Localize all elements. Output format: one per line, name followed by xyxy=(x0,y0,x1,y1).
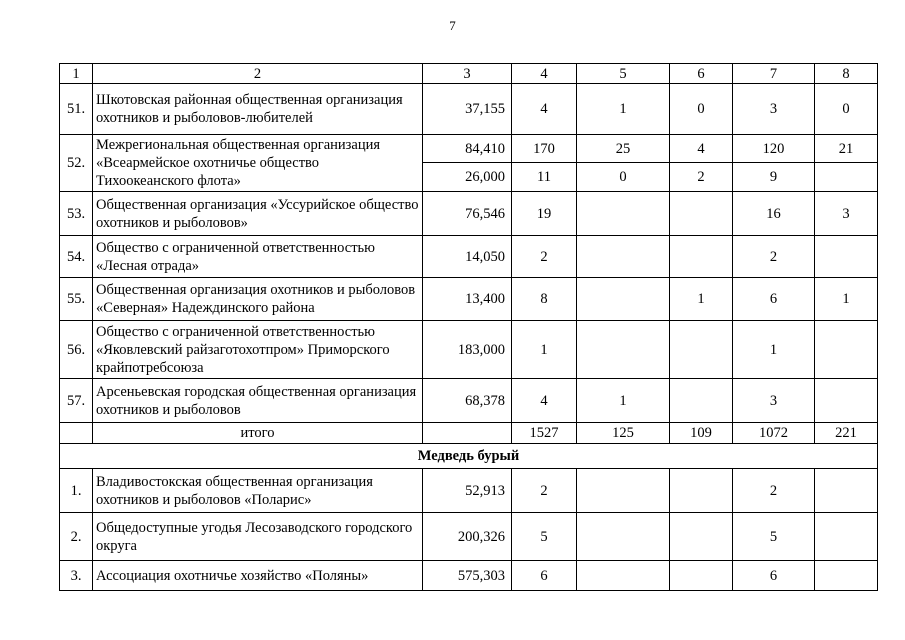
value-cell: 1 xyxy=(733,321,815,379)
value-cell xyxy=(815,236,878,278)
value-cell: 19 xyxy=(512,192,577,236)
row-number: 56. xyxy=(60,321,93,379)
organization-name: Шкотовская районная общественная организация охотников и рыболовов-любителей xyxy=(93,84,423,135)
value-cell: 1 xyxy=(670,278,733,321)
table-row xyxy=(60,236,878,278)
value-cell xyxy=(577,236,670,278)
value-cell xyxy=(815,163,878,192)
header-cell: 1 xyxy=(60,64,93,84)
row-number: 2. xyxy=(60,513,93,561)
row-number: 51. xyxy=(60,84,93,135)
area-cell: 84,410 xyxy=(423,135,512,163)
total-value: 125 xyxy=(577,423,670,444)
value-cell xyxy=(577,469,670,513)
area-cell: 26,000 xyxy=(423,163,512,192)
value-cell xyxy=(670,561,733,591)
value-cell: 9 xyxy=(733,163,815,192)
row-number: 53. xyxy=(60,192,93,236)
value-cell xyxy=(670,321,733,379)
header-cell: 4 xyxy=(512,64,577,84)
area-cell: 13,400 xyxy=(423,278,512,321)
header-cell: 8 xyxy=(815,64,878,84)
header-cell: 5 xyxy=(577,64,670,84)
area-cell: 575,303 xyxy=(423,561,512,591)
page-number: 7 xyxy=(449,18,456,33)
value-cell xyxy=(670,469,733,513)
row-number: 1. xyxy=(60,469,93,513)
value-cell: 4 xyxy=(512,379,577,423)
table-row xyxy=(60,192,878,236)
value-cell xyxy=(815,321,878,379)
value-cell: 120 xyxy=(733,135,815,163)
value-cell xyxy=(670,236,733,278)
value-cell: 6 xyxy=(733,561,815,591)
row-number: 52. xyxy=(60,135,93,192)
header-row xyxy=(60,64,878,84)
value-cell: 21 xyxy=(815,135,878,163)
hunting-quota-table xyxy=(59,63,878,591)
header-cell: 6 xyxy=(670,64,733,84)
value-cell: 2 xyxy=(512,236,577,278)
header-cell: 3 xyxy=(423,64,512,84)
organization-name: Общественная организация охотников и рыболовов «Северная» Надеждинского района xyxy=(93,278,423,321)
value-cell xyxy=(577,192,670,236)
section-title: Медведь бурый xyxy=(60,444,878,469)
value-cell xyxy=(577,278,670,321)
total-value: 1072 xyxy=(733,423,815,444)
value-cell xyxy=(815,561,878,591)
value-cell: 6 xyxy=(512,561,577,591)
value-cell xyxy=(577,513,670,561)
value-cell xyxy=(815,513,878,561)
table-row xyxy=(60,513,878,561)
header-cell: 2 xyxy=(93,64,423,84)
value-cell xyxy=(577,321,670,379)
value-cell: 1 xyxy=(512,321,577,379)
total-row xyxy=(60,423,878,444)
area-cell: 200,326 xyxy=(423,513,512,561)
total-value: 221 xyxy=(815,423,878,444)
total-value: 1527 xyxy=(512,423,577,444)
value-cell xyxy=(815,379,878,423)
table-row xyxy=(60,561,878,591)
value-cell: 6 xyxy=(733,278,815,321)
table-row xyxy=(60,379,878,423)
area-cell: 52,913 xyxy=(423,469,512,513)
organization-name: Общественная организация «Уссурийское общество охотников и рыболовов» xyxy=(93,192,423,236)
value-cell: 2 xyxy=(670,163,733,192)
value-cell xyxy=(577,561,670,591)
table-row xyxy=(60,321,878,379)
value-cell: 0 xyxy=(815,84,878,135)
value-cell: 3 xyxy=(815,192,878,236)
organization-name: Межрегиональная общественная организация «Всеармейское охотничье общество Тихоокеанского флота» xyxy=(93,135,423,192)
value-cell xyxy=(670,379,733,423)
area-cell: 14,050 xyxy=(423,236,512,278)
row-number: 57. xyxy=(60,379,93,423)
table-row xyxy=(60,135,878,163)
value-cell: 4 xyxy=(670,135,733,163)
total-value: 109 xyxy=(670,423,733,444)
value-cell: 2 xyxy=(733,236,815,278)
row-number: 54. xyxy=(60,236,93,278)
organization-name: Общество с ограниченной ответственностью «Яковлевский райзаготохотпром» Приморского крайпотребсоюза xyxy=(93,321,423,379)
area-cell: 76,546 xyxy=(423,192,512,236)
area-cell: 68,378 xyxy=(423,379,512,423)
value-cell: 16 xyxy=(733,192,815,236)
value-cell: 3 xyxy=(733,379,815,423)
value-cell: 0 xyxy=(670,84,733,135)
organization-name: Арсеньевская городская общественная организация охотников и рыболовов xyxy=(93,379,423,423)
table-row xyxy=(60,84,878,135)
value-cell: 25 xyxy=(577,135,670,163)
value-cell xyxy=(815,469,878,513)
value-cell: 1 xyxy=(577,379,670,423)
empty-cell xyxy=(60,423,93,444)
value-cell: 170 xyxy=(512,135,577,163)
value-cell: 5 xyxy=(512,513,577,561)
organization-name: Владивостокская общественная организация охотников и рыболовов «Поларис» xyxy=(93,469,423,513)
value-cell: 8 xyxy=(512,278,577,321)
value-cell: 2 xyxy=(733,469,815,513)
area-cell: 37,155 xyxy=(423,84,512,135)
value-cell: 4 xyxy=(512,84,577,135)
row-number: 55. xyxy=(60,278,93,321)
value-cell: 1 xyxy=(577,84,670,135)
empty-cell xyxy=(423,423,512,444)
value-cell xyxy=(670,513,733,561)
value-cell xyxy=(670,192,733,236)
organization-name: Общедоступные угодья Лесозаводского городского округа xyxy=(93,513,423,561)
row-number: 3. xyxy=(60,561,93,591)
section-header-row xyxy=(60,444,878,469)
value-cell: 5 xyxy=(733,513,815,561)
value-cell: 3 xyxy=(733,84,815,135)
value-cell: 1 xyxy=(815,278,878,321)
value-cell: 11 xyxy=(512,163,577,192)
organization-name: Ассоциация охотничье хозяйство «Поляны» xyxy=(93,561,423,591)
value-cell: 2 xyxy=(512,469,577,513)
table-row xyxy=(60,469,878,513)
organization-name: Общество с ограниченной ответственностью «Лесная отрада» xyxy=(93,236,423,278)
value-cell: 0 xyxy=(577,163,670,192)
total-label: итого xyxy=(93,423,423,444)
header-cell: 7 xyxy=(733,64,815,84)
area-cell: 183,000 xyxy=(423,321,512,379)
table-row xyxy=(60,278,878,321)
